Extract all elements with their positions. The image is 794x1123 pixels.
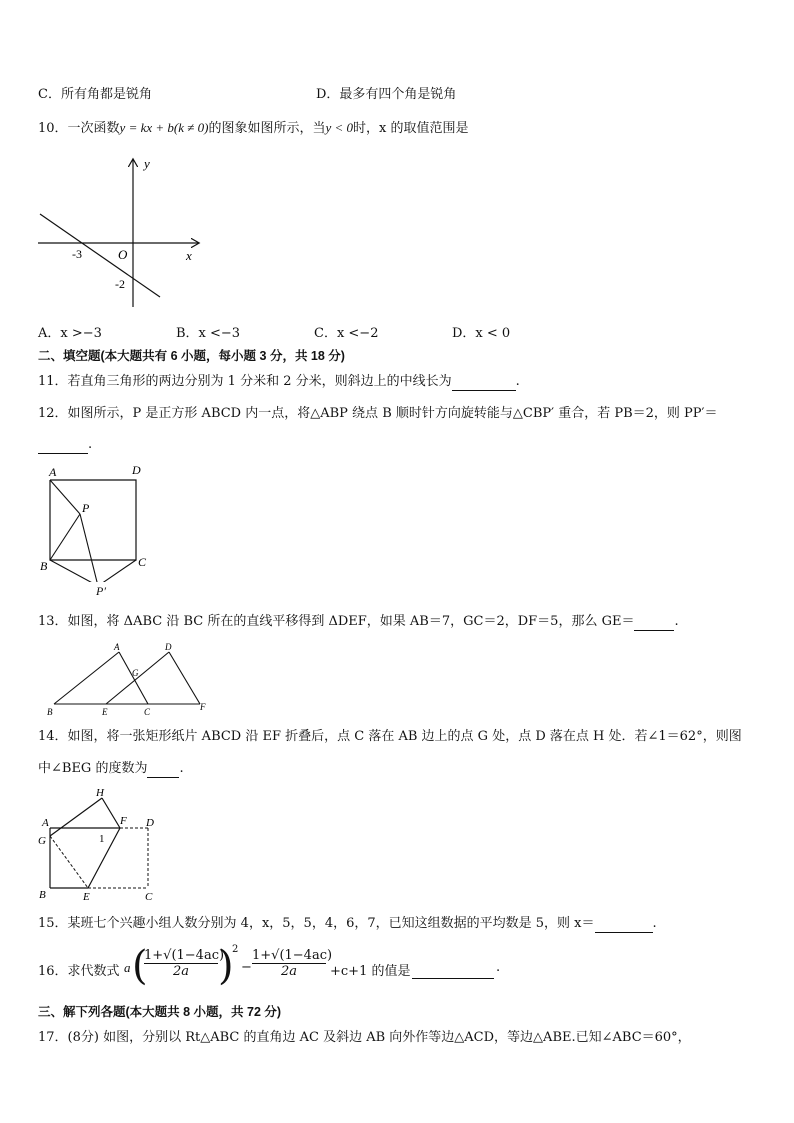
q13-answer-blank	[634, 616, 674, 631]
label-C: C	[144, 707, 151, 717]
label-F: F	[120, 815, 127, 827]
q14-answer-blank	[147, 763, 179, 778]
label-B: B	[40, 559, 48, 573]
label-D: D	[165, 642, 172, 652]
label-H: H	[96, 787, 104, 799]
q10-option-b: B．x <−3	[176, 326, 241, 341]
x-intercept-label: -3	[72, 247, 82, 261]
label-D: D	[132, 463, 141, 477]
section-2-heading: 二、填空题(本大题共有 6 小题，每小题 3 分，共 18 分)	[38, 349, 345, 363]
q14-fold-figure	[36, 784, 166, 902]
q12-answer-line: .	[38, 436, 92, 454]
section-3-heading: 三、解下列各题(本大题共 8 小题，共 72 分)	[38, 1005, 282, 1019]
origin-label: O	[118, 247, 128, 262]
label-A: A	[42, 817, 49, 829]
q9-option-d: D．最多有四个角是锐角	[316, 87, 457, 102]
label-G: G	[132, 668, 139, 678]
angle-1-label: 1	[99, 833, 105, 845]
q13-text: 13．如图，将 ΔABC 沿 BC 所在的直线平移得到 ΔDEF，如果 AB＝7，GC＝2，DF＝5，那么 GE＝ .	[38, 614, 679, 629]
function-line	[40, 214, 160, 297]
q14-text-line2: 中∠BEG 的度数为 .	[38, 761, 184, 776]
q12-text: 12．如图所示，P 是正方形 ABCD 内一点，将△ABP 绕点 B 顺时针方向旋转能与△CBP′ 重合，若 PB＝2，则 PP′＝	[38, 406, 718, 421]
q16-text: 16．求代数式 a ( 1+√(1−4ac) 2a ) 2 − 1+√(1−4ac) 2a +c+1 的值是 .	[38, 943, 501, 989]
q15-text: 15．某班七个兴趣小组人数分别为 4，x，5，5，4，6，7，已知这组数据的平均数是 5，则 x＝ .	[38, 916, 657, 931]
label-B: B	[39, 889, 46, 901]
q12-square-figure	[38, 462, 168, 582]
label-C: C	[138, 555, 147, 569]
q10-option-a: A．x >−3	[38, 326, 102, 341]
label-E: E	[102, 707, 108, 717]
q15-answer-blank	[595, 918, 653, 933]
q11-answer-blank	[452, 376, 516, 391]
label-F: F	[200, 702, 206, 712]
label-E: E	[83, 891, 90, 902]
q10-option-c: C．x <−2	[314, 326, 379, 341]
q10-stem: 10．一次函数y = kx + b(k ≠ 0)的图象如图所示，当y < 0时，x 的取值范围是	[38, 120, 469, 136]
q16-fraction-2: 1+√(1−4ac) 2a	[252, 948, 333, 979]
q11-text: 11．若直角三角形的两边分别为 1 分米和 2 分米，则斜边上的中线长为 .	[38, 374, 520, 389]
y-intercept-label: -2	[115, 277, 125, 291]
q10-condition: y < 0	[325, 120, 354, 135]
label-P: P	[82, 501, 90, 515]
q10-option-d: D．x < 0	[452, 326, 511, 341]
q13-triangles-figure	[38, 640, 218, 718]
q14-text-line1: 14．如图，将一张矩形纸片 ABCD 沿 EF 折叠后，点 C 落在 AB 边上的点 G 处，点 D 落在点 H 处．若∠1＝62°，则图	[38, 729, 742, 744]
label-B: B	[47, 707, 53, 717]
label-D: D	[146, 817, 154, 829]
label-P-prime: P′	[96, 584, 106, 598]
q10-formula: y = kx + b(k ≠ 0)	[119, 120, 209, 135]
q12-answer-blank	[38, 439, 88, 454]
label-A: A	[114, 642, 120, 652]
q9-option-c: C．所有角都是锐角	[38, 87, 152, 102]
q16-var-a: a	[124, 960, 131, 975]
x-axis-label: x	[186, 248, 192, 263]
y-axis-label: y	[144, 156, 150, 171]
label-G: G	[38, 835, 46, 847]
label-C: C	[145, 891, 153, 902]
q16-answer-blank	[412, 964, 494, 979]
q10-graph-figure	[38, 152, 208, 312]
label-A: A	[49, 465, 57, 479]
q17-text: 17．(8分) 如图，分别以 Rt△ABC 的直角边 AC 及斜边 AB 向外作等边△ACD，等边△ABE.已知∠ABC＝60°，	[38, 1030, 691, 1045]
q16-fraction-1: 1+√(1−4ac) 2a	[144, 948, 225, 979]
